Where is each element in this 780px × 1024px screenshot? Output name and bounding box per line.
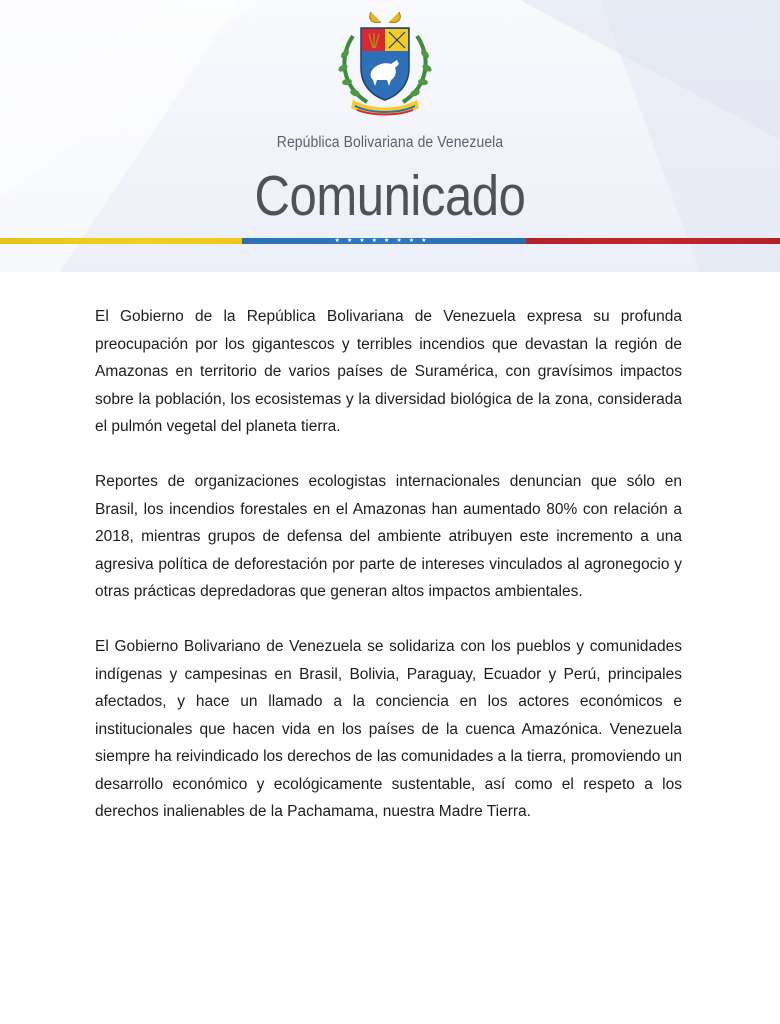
letterhead-header [0,0,780,272]
statement-body [95,303,682,853]
flag-stripe-yellow [0,238,242,244]
paragraph-2: Reportes de organizaciones ecologistas internacionales denuncian que sólo en Brasil, los incendios forestales en el Amazonas han aumentado 80% con relación a 2018, mientras grupos de defensa del ambiente atribuyen este incremento a una agresiva política de deforestación por parte de intereses vinculados al agronegocio y otras prácticas depredadoras que generan altos impactos ambientales. [95,473,682,600]
paragraph-3: El Gobierno Bolivariano de Venezuela se solidariza con los pueblos y comunidades indígenas y campesinas en Brasil, Bolivia, Paraguay, Ecuador y Perú, principales afectados, y hace un llamado a la conciencia en los actores económicos e institucionales que hacen vida en los países de la cuenca Amazónica. Venezuela siempre ha reivindicado los derechos de las comunidades a la tierra, promoviendo un desarrollo económico y ecológicamente sustentable, así como el respeto a los derechos inalienables de la Pachamama, nuestra Madre Tierra. [95,638,682,820]
flag-stars: ★★★★★★★★ [334,238,434,244]
flag-color-stripe [0,238,780,244]
coat-of-arms-emblem [331,6,439,118]
flag-stripe-red [526,238,780,244]
page-title: Comunicado [254,164,526,228]
republic-name: República Bolivariana de Venezuela [276,134,504,151]
flag-stripe-blue [242,238,526,244]
paragraph-1: El Gobierno de la República Bolivariana de Venezuela expresa su profunda preocupación por los gigantescos y terribles incendios que devastan la región de Amazonas en territorio de varios países de Suramérica, con gravísimos impactos sobre la población, los ecosistemas y la diversidad biológica de la zona, considerada el pulmón vegetal del planeta tierra. [95,308,682,435]
